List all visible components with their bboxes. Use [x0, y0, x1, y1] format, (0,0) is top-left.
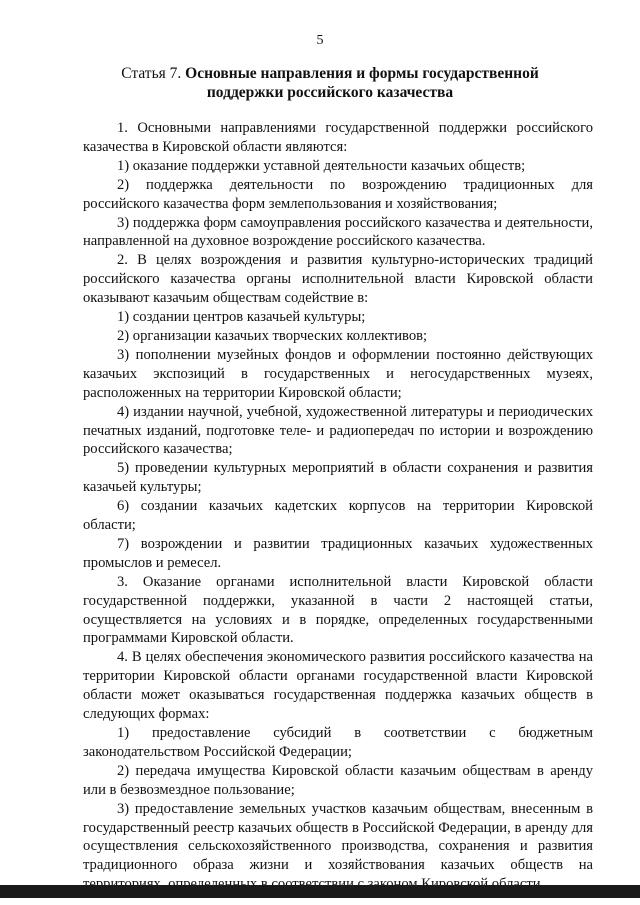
article-heading-line-1: Основные направления и формы государственной	[185, 65, 539, 82]
paragraph-4-item-1: 1) предоставление субсидий в соответствии с бюджетным законодательством Российской Федерации;	[83, 725, 593, 760]
paragraph-4-item-3: 3) предоставление земельных участков казачьим обществам, внесенным в государственный реестр казачьих обществ в Российской Федерации, в аренду для осуществления сельскохозяйственного производства, сохранения и развития традиционного образа жизни и хозяйствования казачьих обществ на	[83, 800, 593, 874]
paragraph-1-item-1: 1) оказание поддержки уставной деятельности казачьих обществ;	[117, 157, 526, 174]
paragraph-4: 4. В целях обеспечения экономического развития российского казачества на территории Кировской области органами государственной власти Кировской области может оказываться государственная поддержка казачьих обществ в следующих формах:	[83, 649, 593, 723]
paragraph-2-item-6: 6) создании казачьих кадетских корпусов на территории Кировской области;	[83, 498, 593, 534]
article-heading-line-2: поддержки российского казачества	[206, 84, 454, 101]
paragraph-1: 1. Основными направлениями государственной поддержки российского казачества в Кировской области являются:	[83, 120, 593, 155]
paragraph-1-item-3: 3) поддержка форм самоуправления российского казачества и деятельности, направленной на духовное возрождение российского казачества.	[83, 214, 593, 250]
paragraph-3: 3. Оказание органами исполнительной власти Кировской области государственной поддержки, указанной в части 2 настоящей статьи, осуществляется на условиях и в порядке, определенных государственными программами Кировской области.	[83, 573, 593, 647]
paragraph-2: 2. В целях возрождения и развития культурно-исторических традиций российского казачества органы исполнительной власти Кировской области оказывают казачьим обществам содействие в:	[83, 252, 593, 307]
paragraph-2-item-5: 5) проведении культурных мероприятий в области сохранения и развития казачьей культуры;	[83, 460, 593, 496]
page-number: 5	[316, 33, 324, 48]
paragraph-2-item-4: 4) издании научной, учебной, художественной литературы и периодических печатных изданий, подготовке теле- и радиопередач по истории и возрождению российского казачества;	[83, 403, 593, 458]
paragraph-1-item-2: 2) поддержка деятельности по возрождению традиционных для российского казачества форм землепользования и хозяйствования;	[83, 176, 593, 212]
article-body	[83, 119, 593, 894]
paragraph-4-item-2: 2) передача имущества Кировской области казачьим обществам в аренду или в безвозмездное пользование;	[83, 762, 593, 798]
paragraph-2-item-2: 2) организации казачьих творческих коллективов;	[117, 327, 428, 344]
paragraph-2-item-7: 7) возрождении и развитии традиционных казачьих художественных промыслов и ремесел.	[83, 535, 593, 571]
paragraph-2-item-1: 1) создании центров казачьей культуры;	[117, 309, 366, 326]
paragraph-2-item-3: 3) пополнении музейных фондов и оформлении постоянно действующих казачьих экспозиций в государственных и негосударственных музеях, расположенных на территории Кировской области;	[83, 346, 593, 401]
article-title	[100, 64, 560, 102]
bottom-border-bar	[0, 885, 640, 898]
article-number: Статья 7.	[121, 65, 182, 82]
